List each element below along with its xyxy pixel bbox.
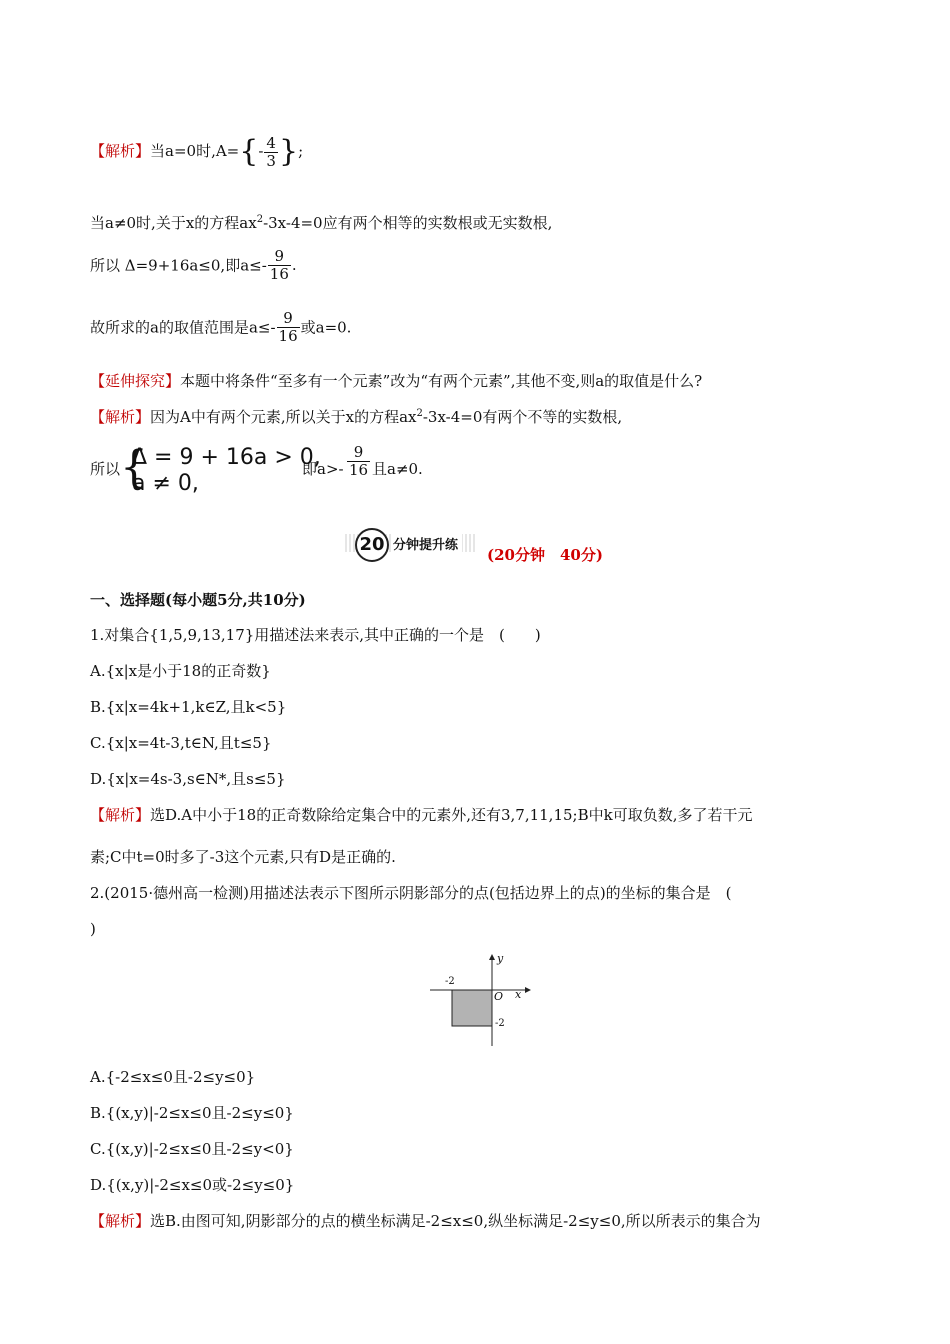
system-brace: { [120,442,148,493]
solution-tag: 【解析】 [90,142,151,160]
banner-title: 分钟提升练 [393,534,462,553]
q2-option-a: A.{-2≤x≤0且-2≤y≤0} [90,1068,256,1086]
extend-question: 【延伸探究】本题中将条件“至多有一个元素”改为“有两个元素”,其他不变,则a的取值是什么? [90,372,703,390]
q2-option-d: D.{(x,y)|-2≤x≤0或-2≤y≤0} [90,1176,295,1194]
solution-line-1: 【解析】当a=0时,A={- $\frac{4}{3}$ }; [90,134,304,170]
q1-option-c: C.{x|x=4t-3,t∈N,且t≤5} [90,734,272,752]
label-y: y [497,952,504,965]
q2-stem-line-2: ) [90,920,96,938]
q2-option-b: B.{(x,y)|-2≤x≤0且-2≤y≤0} [90,1104,294,1122]
banner-time: (20分钟 40分) [487,546,603,564]
solution-text: 当a=0时,A= [150,142,240,160]
system-line-2: a ≠ 0, [132,471,199,496]
label-origin: O [494,990,504,1003]
set-brace-close: } [278,134,299,169]
label-neg2-y: -2 [495,1018,505,1029]
q2-stem-line-1: 2.(2015·德州高一检测)用描述法表示下图所示阴影部分的点(包括边界上的点)的坐标的集合是 ( [90,884,732,902]
q1-option-b: B.{x|x=4k+1,k∈Z,且k<5} [90,698,287,716]
solution-line-2: 当a≠0时,关于x的方程$ax^2-3x-4=0$应有两个相等的实数根或无实数根, [90,214,553,232]
system-line-1: Δ = 9 + 16a > 0, [132,445,321,470]
shaded-square [452,990,492,1026]
q1-answer-line-1: 【解析】选D.A中小于18的正奇数除给定集合中的元素外,还有3,7,11,15;B中k可取负数,多了若干元 [90,806,753,824]
q1-option-d: D.{x|x=4s-3,s∈N*,且s≤5} [90,770,286,788]
solution-line-4: 故所求的a的取值范围是a≤- $\frac{9}{16}$ 或a=0. [90,309,352,345]
q1-option-a: A.{x|x是小于18的正奇数} [90,662,271,680]
solution-line-3: 所以 Δ=9+16a≤0,即a≤- $\frac{9}{16}$ . [90,247,297,283]
banner-number-circle: 20 [355,528,389,562]
shaded-region-figure [425,952,535,1048]
q2-option-c: C.{(x,y)|-2≤x≤0且-2≤y<0} [90,1140,294,1158]
section-heading: 一、选择题(每小题5分,共10分) [90,591,306,609]
label-neg2-x: -2 [445,976,455,987]
label-x: x [515,988,522,1001]
extend-answer-line: 【解析】因为A中有两个元素,所以关于x的方程$ax^2-3x-4=0$有两个不等的实数根, [90,408,623,426]
q2-answer-line-1: 【解析】选B.由图可知,阴影部分的点的横坐标满足-2≤x≤0,纵坐标满足-2≤y≤0,所以所表示的集合为 [90,1212,761,1230]
q1-answer-line-2: 素;C中t=0时多了-3这个元素,只有D是正确的. [90,848,396,866]
set-brace-open: { [239,134,259,169]
set-value: - $\frac{4}{3}$ [258,134,276,170]
q1-stem: 1.对集合{1,5,9,13,17}用描述法来表示,其中正确的一个是 ( ) [90,626,541,644]
